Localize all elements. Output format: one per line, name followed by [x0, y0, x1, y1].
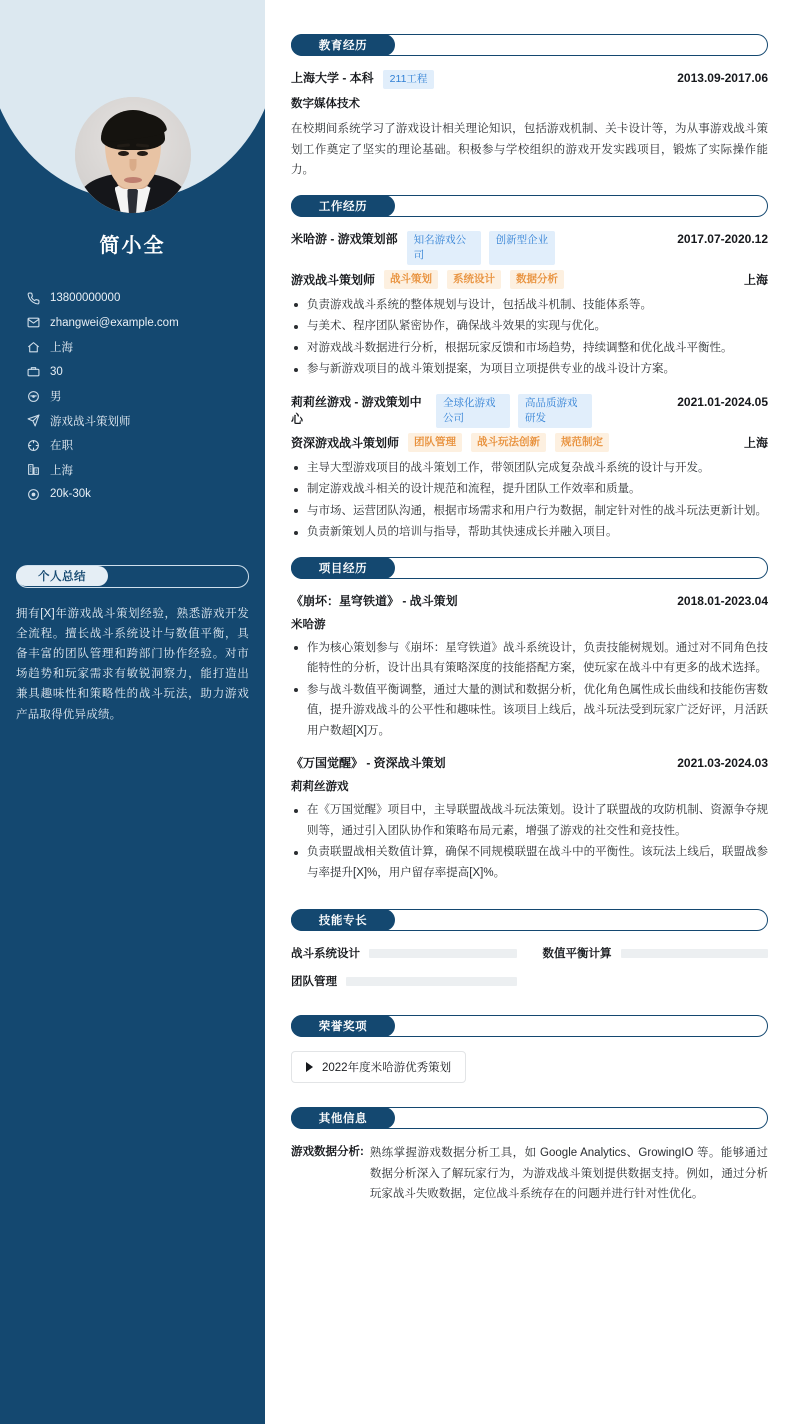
work-date: 2021.01-2024.05 — [677, 394, 768, 409]
skill-bar — [621, 949, 769, 958]
summary-title: 个人总结 — [16, 566, 108, 586]
status-icon — [27, 439, 40, 452]
tag-orange: 战斗策划 — [384, 270, 438, 289]
list-item: 负责联盟战相关数值计算，确保不同规模联盟在战斗中的平衡性。该玩法上线后，联盟战参与率提升[X]%，用户留存率提高[X]%。 — [291, 842, 768, 883]
section-header-education — [291, 34, 768, 56]
project-company: 莉莉丝游戏 — [291, 781, 349, 793]
contact-item-salary — [27, 482, 247, 507]
project-bullets — [291, 638, 768, 742]
list-item: 负责游戏战斗系统的整体规划与设计，包括战斗机制、技能体系等。 — [291, 295, 768, 316]
city-icon — [27, 463, 40, 476]
project-company: 米哈游 — [291, 618, 326, 631]
work-role: 资深游戏战斗策划师 — [291, 435, 400, 450]
work-bullets — [291, 458, 768, 543]
contact-list — [0, 286, 265, 507]
project-name: 《崩坏：星穹铁道》 - 战斗策划 — [291, 593, 458, 608]
work-bullets — [291, 295, 768, 380]
project-bullets — [291, 800, 768, 883]
project-name: 《万国觉醒》 - 资深战斗策划 — [291, 756, 446, 770]
section-header-honors — [291, 1015, 768, 1037]
tag-blue: 创新型企业 — [489, 231, 556, 265]
contact-item-email — [27, 311, 247, 336]
phone-icon — [27, 292, 40, 305]
skill-item — [291, 973, 517, 989]
contact-item-city — [27, 458, 247, 483]
contact-value-city: 上海 — [50, 464, 73, 477]
list-item: 与美术、程序团队紧密协作，确保战斗效果的实现与优化。 — [291, 316, 768, 337]
section-title-work: 工作经历 — [291, 195, 395, 217]
contact-value-home: 上海 — [50, 342, 73, 355]
work-company: 米哈游 - 游戏策划部 — [291, 231, 398, 246]
education-description: 在校期间系统学习了游戏设计相关理论知识，包括游戏机制、关卡设计等，为从事游戏战斗策划工作奠定了坚实的理论基础。积极参与学校组织的游戏开发实践项目，锻炼了实际操作能力。 — [291, 123, 768, 176]
summary-header — [16, 565, 249, 588]
contact-item-phone — [27, 286, 247, 311]
mail-icon — [27, 316, 40, 329]
list-item: 参与新游戏项目的战斗策划提案，为项目立项提供专业的战斗设计方案。 — [291, 359, 768, 380]
contact-item-home — [27, 335, 247, 360]
skill-name: 战斗系统设计 — [291, 948, 360, 960]
section-honors — [291, 1015, 768, 1083]
skill-name: 数值平衡计算 — [542, 948, 612, 960]
education-major: 数字媒体技术 — [291, 98, 360, 110]
tag-orange: 战斗玩法创新 — [471, 433, 546, 452]
other-label: 游戏数据分析: — [291, 1146, 364, 1158]
tag-orange: 系统设计 — [447, 270, 501, 289]
skill-item — [291, 945, 517, 961]
contact-value-age: 30 — [50, 365, 63, 378]
list-item: 对游戏战斗数据进行分析，根据玩家反馈和市场趋势，持续调整和优化战斗平衡性。 — [291, 338, 768, 359]
contact-item-position — [27, 409, 247, 434]
education-school: 上海大学 - 本科 — [291, 71, 374, 85]
summary-text: 拥有[X]年游戏战斗策划经验，熟悉游戏开发全流程。擅长战斗系统设计与数值平衡，具备丰富的团队管理和跨部门协作经验。对市场趋势和玩家需求有敏锐洞察力，能打造出兼具趣味性和策略性的战斗玩法，助力游戏产品取得优异成绩。 — [16, 607, 249, 721]
profile-name: 简小全 — [99, 235, 166, 257]
honor-label: 2022年度米哈游优秀策划 — [322, 1062, 452, 1074]
contact-value-position: 游戏战斗策划师 — [50, 415, 131, 428]
tag-orange: 规范制定 — [555, 433, 609, 452]
contact-item-age — [27, 360, 247, 385]
skills-grid — [291, 945, 768, 989]
honor-item[interactable] — [291, 1051, 466, 1083]
tag-orange: 团队管理 — [408, 433, 462, 452]
list-item: 在《万国觉醒》项目中，主导联盟战战斗玩法策划。设计了联盟战的攻防机制、资源争夺规则等，通过引入团队协作和策略布局元素，增强了游戏的社交性和竞技性。 — [291, 800, 768, 841]
section-skills — [291, 909, 768, 989]
section-other — [291, 1107, 768, 1205]
play-triangle-icon — [306, 1062, 313, 1072]
tag-orange: 数据分析 — [510, 270, 564, 289]
work-role: 游戏战斗策划师 — [291, 272, 376, 287]
section-header-skills — [291, 909, 768, 931]
section-work — [291, 195, 768, 543]
contact-value-status: 在职 — [50, 440, 73, 453]
section-education — [291, 34, 768, 181]
work-location: 上海 — [743, 435, 768, 450]
section-title-other: 其他信息 — [291, 1107, 395, 1129]
section-title-education: 教育经历 — [291, 34, 395, 56]
tag-blue: 知名游戏公司 — [407, 231, 481, 265]
sidebar — [0, 0, 265, 1424]
work-date: 2017.07-2020.12 — [677, 231, 768, 246]
summary-block — [0, 565, 265, 725]
work-company-tags — [436, 394, 668, 428]
section-title-projects: 项目经历 — [291, 557, 395, 579]
home-icon — [27, 341, 40, 354]
project-entry — [291, 593, 768, 742]
list-item: 作为核心策划参与《崩坏：星穹铁道》战斗系统设计，负责技能树规划。通过对不同角色技能特性的分析，设计出具有策略深度的技能搭配方案，使玩家在战斗中有更多的战术选择。 — [291, 638, 768, 679]
salary-icon — [27, 488, 40, 501]
tag-blue: 211工程 — [383, 70, 435, 89]
send-icon — [27, 414, 40, 427]
other-item — [291, 1143, 768, 1205]
work-entry — [291, 394, 768, 543]
section-header-projects — [291, 557, 768, 579]
list-item: 制定游戏战斗相关的设计规范和流程，提升团队工作效率和质量。 — [291, 479, 768, 500]
gender-icon — [27, 390, 40, 403]
skill-name: 团队管理 — [291, 976, 337, 988]
section-header-work — [291, 195, 768, 217]
education-date: 2013.09-2017.06 — [677, 71, 768, 85]
work-company-tags — [407, 231, 669, 265]
work-location: 上海 — [743, 272, 768, 287]
work-company: 莉莉丝游戏 - 游戏策划中心 — [291, 394, 422, 426]
section-title-skills: 技能专长 — [291, 909, 395, 931]
contact-value-phone: 13800000000 — [50, 292, 121, 305]
skill-item — [543, 945, 769, 961]
main-content — [265, 0, 794, 1424]
list-item: 负责新策划人员的培训与指导，帮助其快速成长并融入项目。 — [291, 522, 768, 543]
education-entry — [291, 70, 768, 181]
work-entry — [291, 231, 768, 380]
section-title-honors: 荣誉奖项 — [291, 1015, 395, 1037]
section-projects — [291, 557, 768, 884]
contact-item-status — [27, 433, 247, 458]
section-header-other — [291, 1107, 768, 1129]
contact-value-email: zhangwei@example.com — [50, 316, 179, 329]
list-item: 与市场、运营团队沟通，根据市场需求和用户行为数据，制定针对性的战斗玩法更新计划。 — [291, 501, 768, 522]
contact-value-salary: 20k-30k — [50, 488, 91, 501]
avatar — [75, 97, 191, 213]
avatar-container — [0, 0, 265, 213]
skill-bar — [346, 977, 517, 986]
project-date: 2021.03-2024.03 — [677, 756, 768, 770]
tag-blue: 全球化游戏公司 — [436, 394, 510, 428]
briefcase-icon — [27, 365, 40, 378]
education-tags — [383, 70, 669, 89]
contact-value-gender: 男 — [50, 391, 62, 404]
list-item: 参与战斗数值平衡调整，通过大量的测试和数据分析，优化角色属性成长曲线和技能伤害数值，提升游戏战斗的公平性和趣味性。该项目上线后，战斗玩法受到玩家广泛好评，月活跃用户数超[X]万。 — [291, 680, 768, 742]
list-item: 主导大型游戏项目的战斗策划工作，带领团队完成复杂战斗系统的设计与开发。 — [291, 458, 768, 479]
skill-bar — [369, 949, 517, 958]
project-entry — [291, 755, 768, 883]
project-date: 2018.01-2023.04 — [677, 593, 768, 608]
tag-blue: 高品质游戏研发 — [518, 394, 592, 428]
other-text: 熟练掌握游戏数据分析工具，如 Google Analytics、GrowingIO 等。能够通过数据分析深入了解玩家行为，为游戏战斗策划提供数据支持。例如，通过分析玩家战斗失败数据，定位战斗系统存在的问题并进行针对性优化。 — [369, 1147, 768, 1200]
contact-item-gender — [27, 384, 247, 409]
